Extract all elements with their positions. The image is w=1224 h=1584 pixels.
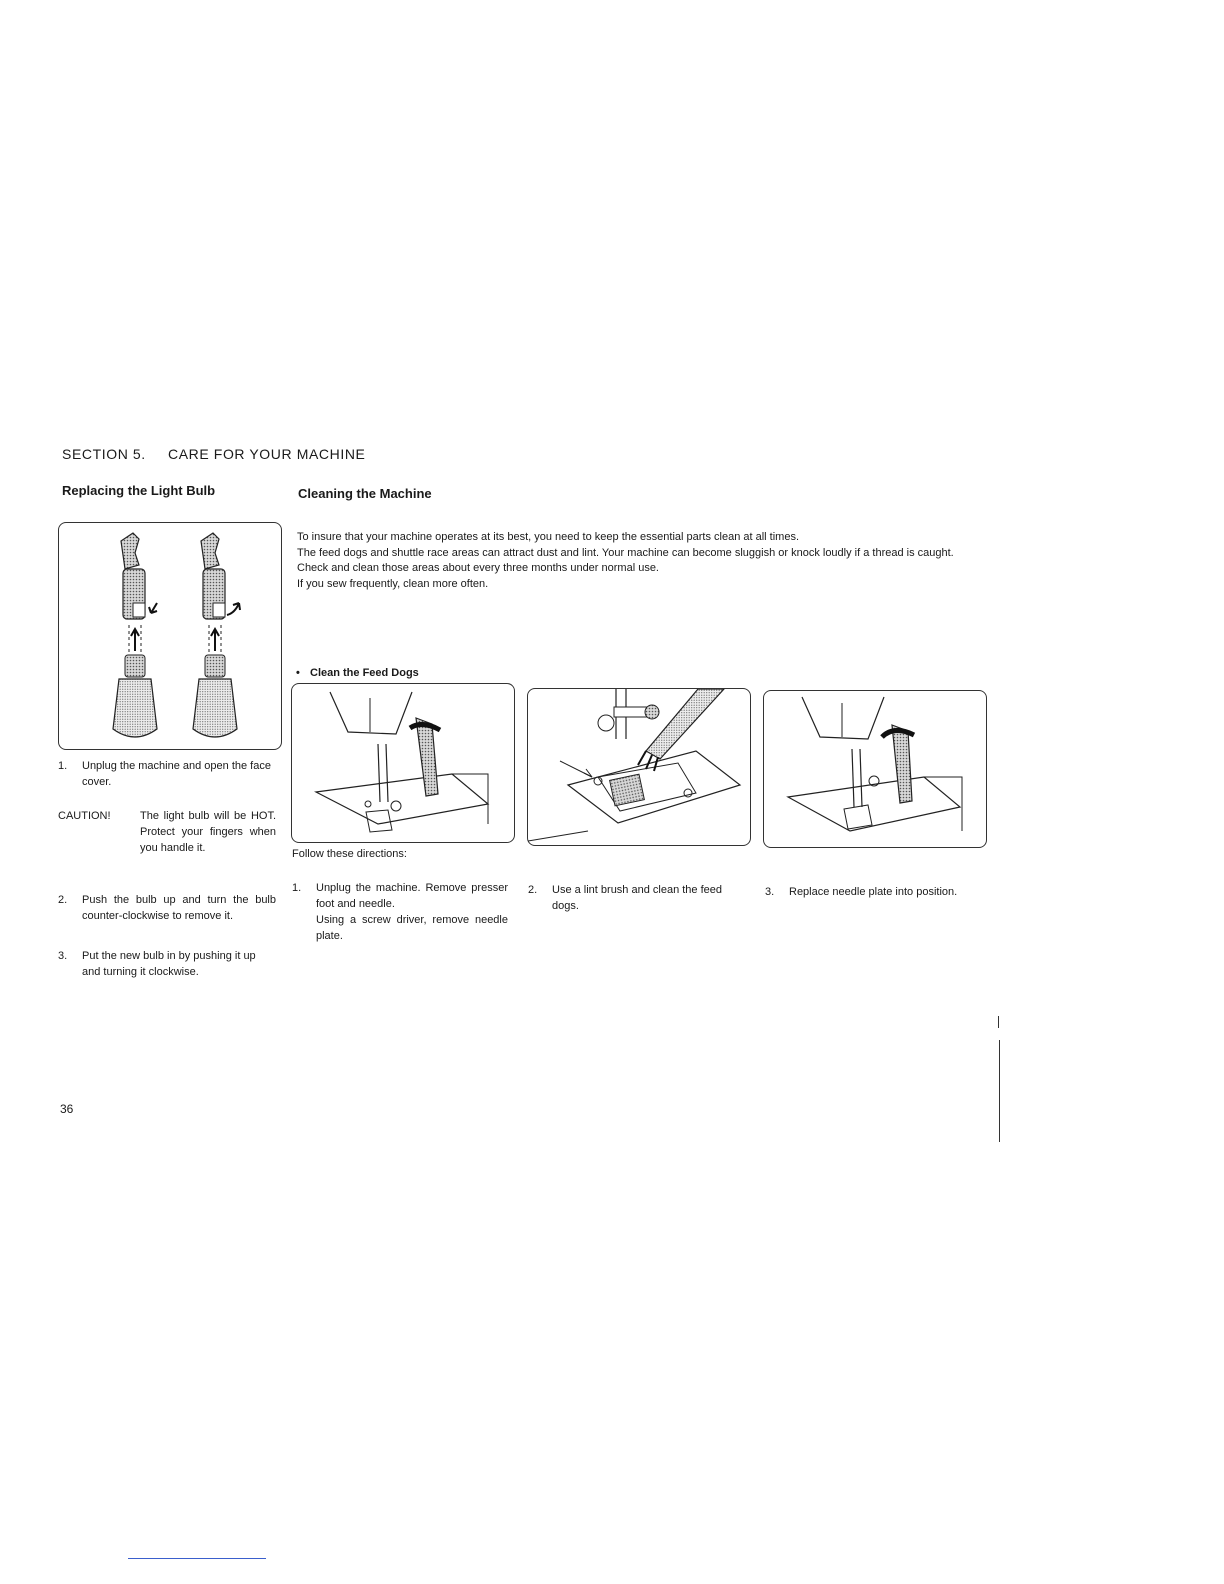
step-text: Use a lint brush and clean the feed dogs. xyxy=(552,884,723,912)
step-text: Push the bulb up and turn the bulb counter-clockwise to remove it. xyxy=(82,894,276,922)
replace-plate-illustration xyxy=(764,691,986,847)
follow-directions: Follow these directions: xyxy=(292,848,407,860)
step-number: 2. xyxy=(528,884,538,896)
figure-lint-brush xyxy=(527,688,751,846)
intro-line: The feed dogs and shuttle race areas can attract dust and lint. Your machine can become sluggish or knock loudly if a thread is caught. xyxy=(297,546,954,559)
page-number: 36 xyxy=(60,1102,74,1116)
feed-dogs-subheading xyxy=(296,667,419,679)
cleaning-step-2 xyxy=(528,882,746,914)
step-number: 1. xyxy=(58,760,68,772)
figure-replace-plate xyxy=(763,690,987,848)
cleaning-step-3 xyxy=(765,884,995,900)
step-number: 1. xyxy=(292,882,302,894)
section-number: SECTION 5. xyxy=(62,446,146,462)
step-number: 3. xyxy=(58,950,68,962)
figure-remove-plate xyxy=(291,683,515,843)
subheading-text: Clean the Feed Dogs xyxy=(310,667,419,679)
step-text: Unplug the machine. Remove presser foot and needle. xyxy=(316,882,508,910)
light-bulb-step-1 xyxy=(58,758,276,790)
cleaning-intro xyxy=(297,530,997,592)
intro-line: To insure that your machine operates at its best, you need to keep the essential parts clean at all times. xyxy=(297,531,800,543)
light-bulb-heading: Replacing the Light Bulb xyxy=(62,483,216,498)
caution-text: The light bulb will be HOT. Protect your fingers when you handle it. xyxy=(140,810,276,854)
cleaning-step-1 xyxy=(292,880,508,944)
caution-note xyxy=(58,808,276,856)
footer-rule xyxy=(128,1558,266,1559)
section-name: CARE FOR YOUR MACHINE xyxy=(168,446,366,462)
step-text: Unplug the machine and open the face cover. xyxy=(82,760,271,788)
socket-right xyxy=(193,533,240,737)
margin-mark xyxy=(999,1040,1000,1142)
step-text: Put the new bulb in by pushing it up and turning it clockwise. xyxy=(82,950,256,978)
light-bulb-step-2 xyxy=(58,892,276,924)
step-text: Replace needle plate into position. xyxy=(789,886,958,898)
light-bulb-step-3 xyxy=(58,948,276,980)
remove-plate-illustration xyxy=(292,684,514,842)
section-title xyxy=(62,446,365,462)
caution-label: CAUTION! xyxy=(58,810,111,822)
bullet: • xyxy=(296,667,300,679)
step-number: 2. xyxy=(58,894,68,906)
intro-line: If you sew frequently, clean more often. xyxy=(297,577,489,590)
light-bulb-figure xyxy=(58,522,282,750)
cleaning-heading: Cleaning the Machine xyxy=(298,486,432,501)
margin-mark xyxy=(998,1016,999,1028)
step-text-continued: Using a screw driver, remove needle plate. xyxy=(316,914,508,942)
intro-line: Check and clean those areas about every three months under normal use. xyxy=(297,562,659,574)
lint-brush-illustration xyxy=(528,689,750,845)
socket-left xyxy=(113,533,157,737)
step-number: 3. xyxy=(765,886,775,898)
light-bulb-illustration xyxy=(59,523,281,749)
